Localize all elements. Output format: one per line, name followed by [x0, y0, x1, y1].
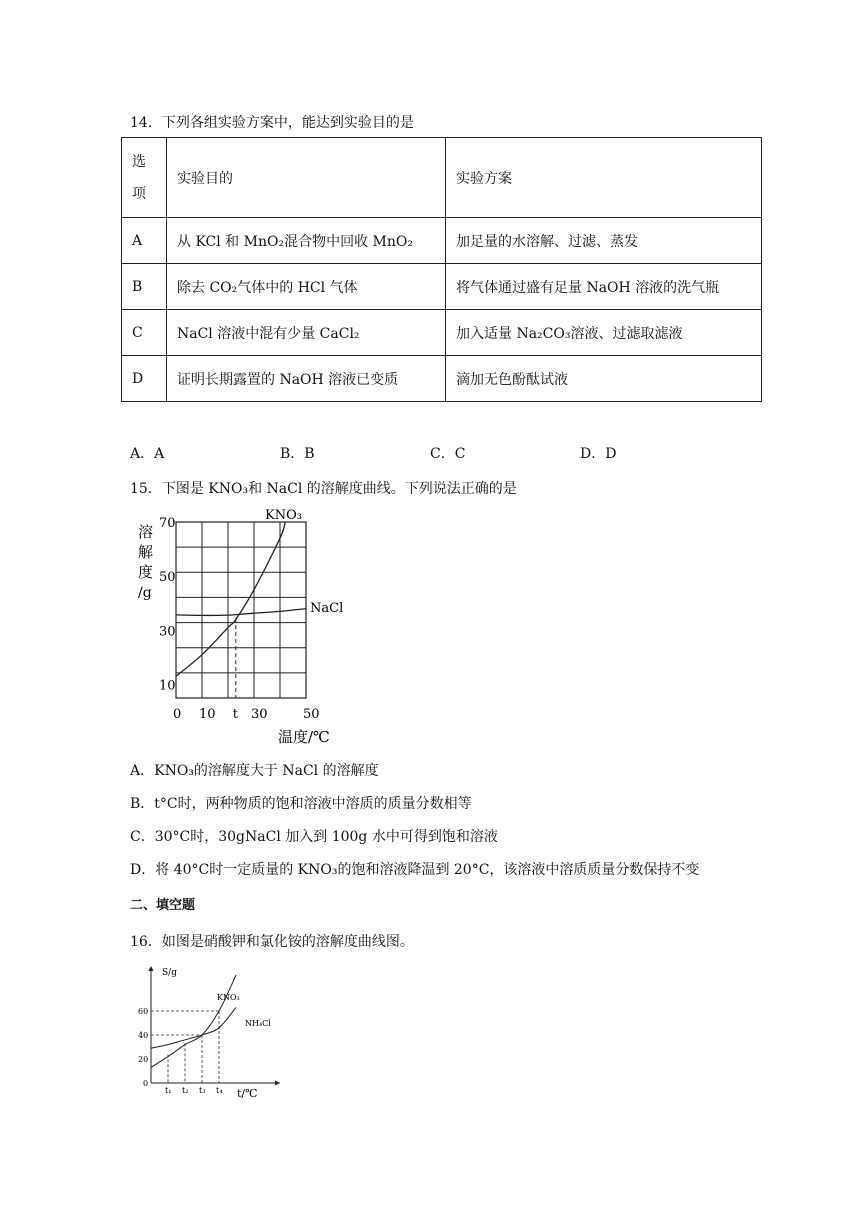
y-tick-label: 30 — [159, 624, 176, 640]
kno3-curve — [151, 975, 236, 1067]
plot-frame — [176, 522, 306, 698]
table-row — [122, 264, 762, 310]
x-axis-arrow — [275, 1081, 280, 1086]
x-tick-label: t₄ — [216, 1086, 223, 1095]
y-axis-label: S/g — [162, 968, 177, 978]
x-tick-label: 0 — [173, 707, 182, 722]
y-tick-label: 60 — [138, 1007, 149, 1016]
choice-b[interactable]: B．B — [280, 446, 315, 462]
x-tick-label: t₂ — [182, 1086, 189, 1095]
row-option: B — [122, 264, 167, 310]
x-axis-label: 温度/℃ — [278, 728, 330, 746]
series-label-nacl: NaCl — [310, 601, 344, 616]
question-15-stem: 15．下图是 KNO₃和 NaCl 的溶解度曲线。下列说法正确的是 — [130, 481, 517, 497]
y-axis-label-char2: 解 — [138, 543, 154, 561]
choice-a[interactable]: A．A — [130, 446, 165, 462]
x-tick-label: 10 — [199, 707, 216, 722]
series-label-kno3: KNO₃ — [265, 508, 302, 523]
x-tick-label: 30 — [251, 707, 268, 722]
y-axis-arrow — [149, 966, 154, 971]
question-15-option-c[interactable]: C．30°C时，30gNaCl 加入到 100g 水中可得到饱和溶液 — [130, 829, 498, 845]
choice-d[interactable]: D．D — [580, 446, 617, 462]
table-header-row — [122, 138, 762, 218]
row-option: D — [122, 356, 167, 402]
choice-c[interactable]: C．C — [430, 446, 466, 462]
header-option-line1: 选 — [132, 153, 146, 170]
x-tick-label: t₃ — [199, 1086, 206, 1095]
chart-curves — [151, 975, 236, 1083]
y-axis-label-unit: /g — [138, 585, 152, 601]
row-goal: 从 KCl 和 MnO₂混合物中回收 MnO₂ — [167, 218, 446, 264]
row-plan: 加入适量 Na₂CO₃溶液、过滤取滤液 — [446, 310, 762, 356]
table-row — [122, 310, 762, 356]
header-option-line2: 项 — [132, 185, 146, 202]
y-axis-label-char1: 溶 — [138, 523, 154, 541]
question-15-option-b[interactable]: B．t°C时，两种物质的饱和溶液中溶质的质量分数相等 — [130, 796, 472, 812]
series-label-kno3: KNO₃ — [217, 993, 240, 1002]
chart-grid — [176, 522, 306, 698]
table-row — [122, 218, 762, 264]
nh4cl-curve — [151, 1007, 236, 1048]
question-15-option-d[interactable]: D．将 40°C时一定质量的 KNO₃的饱和溶液降温到 20°C，该溶液中溶质质量分数保持不变 — [130, 862, 700, 878]
question-15-option-a[interactable]: A．KNO₃的溶解度大于 NaCl 的溶解度 — [130, 763, 379, 779]
series-label-nh4cl: NH₄Cl — [245, 1019, 271, 1028]
y-tick-label: 50 — [159, 570, 176, 586]
row-goal: NaCl 溶液中混有少量 CaCl₂ — [167, 310, 446, 356]
table-row — [122, 356, 762, 402]
chart-labels — [138, 508, 343, 746]
x-tick-label: t₁ — [165, 1086, 172, 1095]
header-option — [122, 138, 167, 218]
row-plan: 加足量的水溶解、过滤、蒸发 — [446, 218, 762, 264]
row-option: C — [122, 310, 167, 356]
kno3-curve — [176, 522, 285, 676]
row-plan: 将气体通过盛有足量 NaOH 溶液的洗气瓶 — [446, 264, 762, 310]
y-tick-label: 20 — [138, 1055, 149, 1064]
section-title: 二、填空题 — [130, 898, 196, 913]
row-goal: 证明长期露置的 NaOH 溶液已变质 — [167, 356, 446, 402]
y-tick-label: 40 — [138, 1031, 149, 1040]
x-tick-label: 50 — [303, 707, 320, 722]
header-goal: 实验目的 — [167, 138, 446, 218]
question-16-stem: 16．如图是硝酸钾和氯化铵的溶解度曲线图。 — [130, 934, 414, 950]
y-tick-label: 0 — [143, 1079, 149, 1088]
x-tick-label: t — [232, 707, 239, 722]
question-14-choices — [130, 443, 730, 463]
y-tick-label: 70 — [159, 516, 176, 531]
y-tick-label: 10 — [159, 678, 176, 694]
x-axis-label: t/℃ — [237, 1087, 258, 1100]
solubility-chart-kno3-nacl — [130, 502, 360, 747]
row-option: A — [122, 218, 167, 264]
chart-curves — [176, 522, 306, 698]
header-plan: 实验方案 — [446, 138, 762, 218]
experiment-table — [121, 137, 762, 402]
question-14-stem: 14．下列各组实验方案中，能达到实验目的是 — [130, 115, 414, 131]
y-axis-label-char3: 度 — [138, 563, 154, 581]
solubility-chart-kno3-nh4cl — [135, 962, 285, 1100]
row-goal: 除去 CO₂气体中的 HCl 气体 — [167, 264, 446, 310]
row-plan: 滴加无色酚酞试液 — [446, 356, 762, 402]
